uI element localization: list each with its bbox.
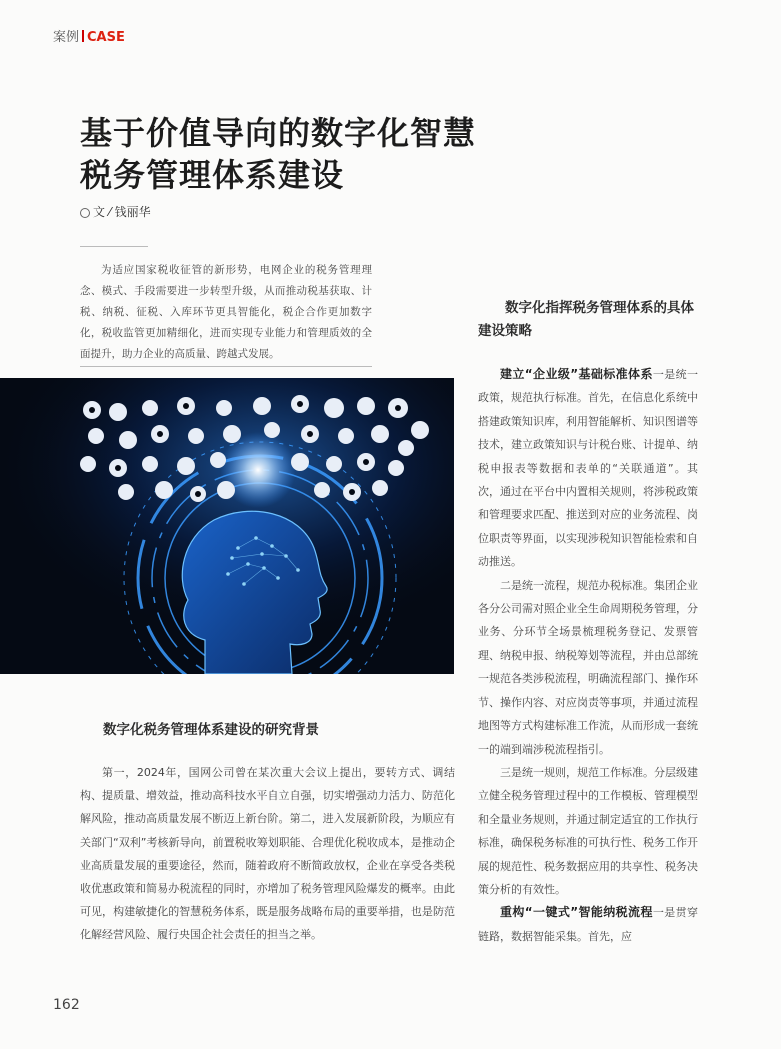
title-line-2: 税务管理体系建设 (80, 156, 345, 194)
abstract: 为适应国家税收征管的新形势，电网企业的税务管理理念、模式、手段需要进一步转型升级，从而推动税基获取、计税、纳税、征税、入库环节更具智能化，税企合作更加数字化，税收监管更加精细化，进而实现专业能力和管理质效的全面提升，助力企业的高质量、跨越式发展。 (80, 264, 372, 360)
strategy-item-2-text: 一是贯穿链路，数据智能采集。首先，应 (478, 906, 698, 943)
hero-illustration (0, 378, 454, 674)
page-header (53, 26, 125, 45)
strategy-column (478, 297, 698, 948)
byline-bullet-icon (80, 208, 90, 218)
strategy-item-1-heading: 建立“企业级”基础标准体系 (500, 367, 653, 381)
strategy-item-1-text: 一是统一政策，规范执行标准。首先，在信息化系统中搭建政策知识库，利用智能解析、知识图谱等技术，建立政策知识与计税台账、计提单、纳税申报表等数据和表单的“关联通道”。其次，通过在平台中内置相关规则，将涉税政策和管理要求匹配、推送到对应的业务流程、岗位职责等界面，以实现涉税知识智能检索和自动推送。 (478, 368, 698, 569)
article-title (80, 112, 550, 196)
ai-head-illustration (0, 378, 454, 674)
section-label-en: CASE (87, 30, 125, 45)
abstract-top-rule (80, 246, 148, 247)
author-byline: 文 ⁄ 钱丽华 (80, 203, 151, 220)
background-paragraph: 第一，2024年，国网公司曾在某次重大会议上提出，要转方式、调结构、提质量、增效益，推动高科技水平自立自强，切实增强动力活力、防范化解风险，推动高质量发展不断迈上新台阶。第二，进入发展新阶段，为顺应有关部门“双利”考核新导向，前置税收筹划职能、合理优化税收成本，是推动企业高质量发展的重要途径，然而，随着政府不断简政放权，企业在享受各类税收优惠政策和简易办税流程的同时，亦增加了税务管理风险爆发的概率。由此可见，构建敏捷化的智慧税务体系，既是服务战略布局的重要举措，也是防范化解经营风险、履行央国企社会责任的担当之举。 (80, 766, 455, 942)
author-prefix: 文 (93, 205, 106, 219)
background-section-title: 数字化税务管理体系建设的研究背景 (103, 722, 319, 738)
strategy-paragraph-3: 三是统一规则，规范工作标准。分层级建立健全税务管理过程中的工作模板、管理模型和全量业务规则，并通过制定适宜的工作执行标准，确保税务标准的可执行性、税务工作开展的规范性、税务数据应用的共享性、税务决策分析的有效性。 (478, 765, 698, 896)
abstract-bottom-rule (80, 366, 372, 367)
section-label-cn: 案例 (53, 30, 80, 45)
strategy-item-2-heading: 重构“一键式”智能纳税流程 (500, 905, 653, 920)
strategy-paragraph-4 (478, 901, 698, 948)
title-line-1: 基于价值导向的数字化智慧 (80, 114, 477, 152)
strategy-paragraph-2: 二是统一流程，规范办税标准。集团企业各分公司需对照企业全生命周期税务管理，分业务、分环节全场景梳理税务登记、发票管理、纳税申报、纳税筹划等流程，并由总部统一规范各类涉税流程，明确流程部门、操作环节、操作内容、对应岗责等事项，并通过流程地图等方式构建标准工作流，从而形成一套统一的端到端涉税流程指引。 (478, 578, 698, 756)
background-section-body (80, 761, 455, 947)
strategy-section-title: 数字化指挥税务管理体系的具体建设策略 (478, 300, 694, 339)
author-name: 钱丽华 (114, 205, 151, 219)
header-separator (82, 30, 84, 42)
page-number: 162 (53, 997, 80, 1013)
strategy-paragraph-1 (478, 363, 698, 574)
